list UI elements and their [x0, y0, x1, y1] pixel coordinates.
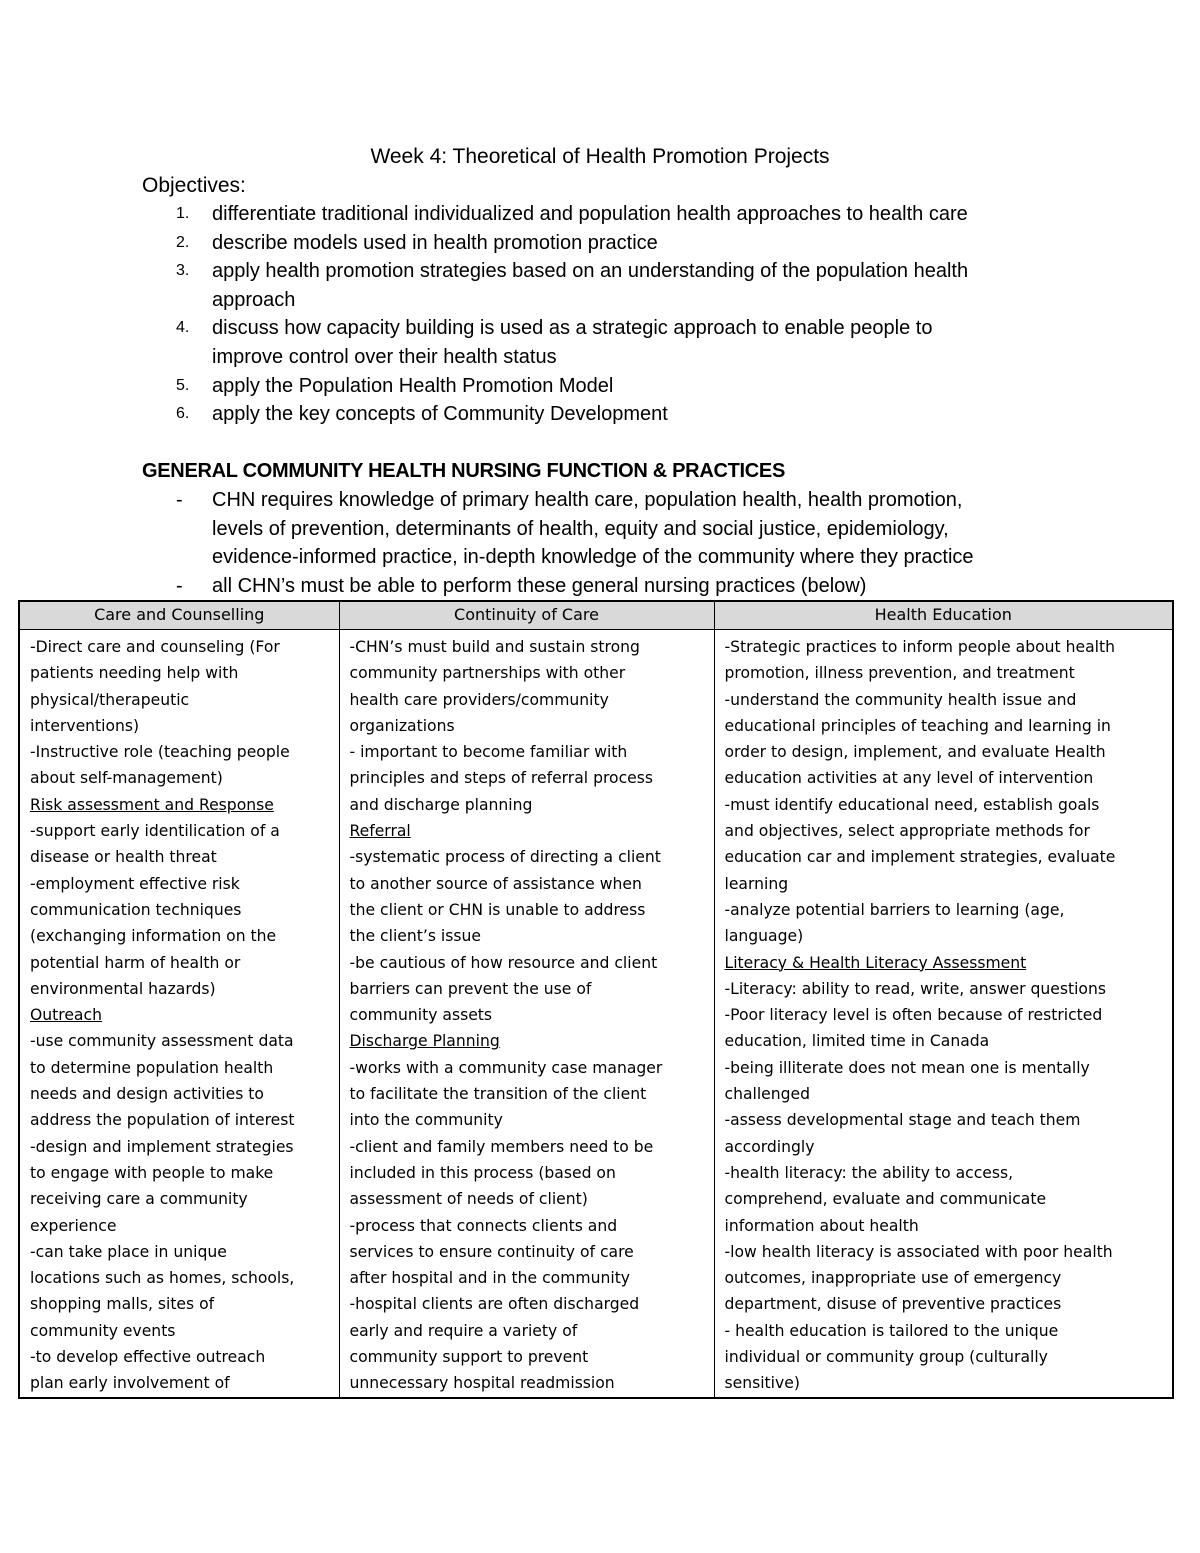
cell-line: experience: [30, 1216, 117, 1235]
cell-line: -being illiterate does not mean one is mentally: [724, 1058, 1090, 1077]
objective-number: 6.: [176, 405, 190, 423]
objective-item: [172, 229, 1102, 258]
cell-line: disease or health threat: [30, 848, 217, 867]
objectives-list: [172, 200, 1102, 429]
objective-number: 5.: [176, 376, 190, 394]
objective-item: [172, 257, 1102, 314]
cell-line: address the population of interest: [30, 1111, 295, 1130]
cell-line: -must identify educational need, establish goals: [724, 795, 1100, 814]
cell-line: -Poor literacy level is often because of restricted: [724, 1006, 1103, 1025]
objective-text: approach: [212, 288, 296, 311]
cell-line: -process that connects clients and: [349, 1216, 618, 1235]
cell-line: after hospital and in the community: [349, 1269, 631, 1288]
cell-line: -to develop effective outreach: [30, 1348, 266, 1367]
objective-text: apply the key concepts of Community Development: [212, 403, 668, 426]
cell-line: -Instructive role (teaching people: [30, 743, 290, 762]
objective-text: apply health promotion strategies based on an understanding of the population health: [212, 260, 969, 283]
cell-line: community assets: [349, 1006, 493, 1025]
objective-item: [172, 372, 1102, 401]
cell-line: plan early involvement of: [30, 1374, 230, 1393]
cell-line: -systematic process of directing a client: [349, 848, 661, 867]
cell-line: -analyze potential barriers to learning (age,: [724, 900, 1065, 919]
cell-line: services to ensure continuity of care: [349, 1242, 634, 1261]
objective-number: 4.: [176, 319, 190, 337]
cell-subheading: Outreach: [30, 1006, 102, 1025]
cell-line: and discharge planning: [349, 795, 533, 814]
cell-line: -CHN’s must build and sustain strong: [349, 638, 640, 656]
cell-line: potential harm of health or: [30, 953, 241, 972]
bullet-item: [172, 572, 1102, 601]
cell-line: about self-management): [30, 769, 223, 788]
cell-line: education, limited time in Canada: [724, 1032, 990, 1051]
cell-line: order to design, implement, and evaluate Health: [724, 743, 1106, 762]
cell-line: (exchanging information on the: [30, 927, 277, 946]
cell-line: - important to become familiar with: [349, 743, 628, 762]
cell-continuity-of-care: [339, 630, 714, 1398]
cell-line: early and require a variety of: [349, 1321, 578, 1340]
page-title: Week 4: Theoretical of Health Promotion Projects: [370, 145, 830, 168]
cell-line: -support early identilication of a: [30, 822, 280, 841]
cell-line: the client’s issue: [349, 927, 481, 946]
cell-line: -assess developmental stage and teach them: [724, 1111, 1081, 1130]
cell-line: -Literacy: ability to read, write, answer questions: [724, 979, 1106, 998]
objective-text: apply the Population Health Promotion Model: [212, 374, 614, 397]
cell-subheading: Literacy & Health Literacy Assessment: [724, 953, 1027, 972]
cell-line: education activities at any level of intervention: [724, 769, 1094, 788]
cell-line: community support to prevent: [349, 1348, 589, 1367]
cell-subheading: Risk assessment and Response: [30, 795, 274, 814]
cell-line: community partnerships with other: [349, 664, 626, 683]
cell-line: -be cautious of how resource and client: [349, 953, 658, 972]
bullet-item: [172, 486, 1102, 572]
header-care-and-counselling: Care and Counselling: [19, 601, 339, 630]
cell-health-education: [714, 630, 1173, 1398]
objective-text: describe models used in health promotion practice: [212, 231, 658, 254]
objective-number: 3.: [176, 262, 190, 280]
objective-item: [172, 200, 1102, 229]
objectives-heading: Objectives:: [142, 174, 246, 197]
bullet-text: evidence-informed practice, in-depth knowledge of the community where they practice: [212, 546, 974, 569]
cell-line: educational principles of teaching and learning in: [724, 716, 1111, 735]
cell-line: health care providers/community: [349, 690, 609, 709]
cell-line: organizations: [349, 716, 455, 735]
cell-line: barriers can prevent the use of: [349, 979, 592, 998]
cell-line: into the community: [349, 1111, 503, 1130]
cell-line: - health education is tailored to the unique: [724, 1321, 1059, 1340]
cell-line: -hospital clients are often discharged: [349, 1295, 640, 1314]
cell-line: individual or community group (culturally: [724, 1348, 1048, 1367]
objective-number: 1.: [176, 205, 190, 222]
cell-line: education car and implement strategies, evaluate: [724, 848, 1116, 867]
cell-line: locations such as homes, schools,: [30, 1269, 295, 1288]
cell-line: community events: [30, 1321, 176, 1340]
cell-line: to determine population health: [30, 1058, 274, 1077]
cell-line: -Strategic practices to inform people about health: [724, 638, 1115, 656]
cell-line: to another source of assistance when: [349, 874, 642, 893]
cell-line: department, disuse of preventive practices: [724, 1295, 1062, 1314]
cell-line: -use community assessment data: [30, 1032, 294, 1051]
cell-line: -client and family members need to be: [349, 1137, 654, 1156]
cell-line: assessment of needs of client): [349, 1190, 588, 1209]
cell-line: -health literacy: the ability to access,: [724, 1163, 1014, 1182]
cell-subheading: Discharge Planning: [349, 1032, 500, 1051]
cell-line: to facilitate the transition of the client: [349, 1085, 647, 1104]
cell-line: interventions): [30, 716, 140, 735]
cell-line: information about health: [724, 1216, 919, 1235]
cell-line: learning: [724, 874, 789, 893]
table-header-row: [19, 601, 1173, 630]
cell-line: -design and implement strategies: [30, 1137, 294, 1156]
cell-line: shopping malls, sites of: [30, 1295, 215, 1314]
cell-line: -works with a community case manager: [349, 1058, 663, 1077]
cell-line: communication techniques: [30, 900, 242, 919]
cell-line: physical/therapeutic: [30, 690, 190, 709]
cell-care-and-counselling: [19, 630, 339, 1398]
cell-line: -understand the community health issue and: [724, 690, 1077, 709]
cell-line: sensitive): [724, 1374, 800, 1393]
header-health-education: Health Education: [714, 601, 1173, 630]
bullet-marker: -: [176, 574, 183, 597]
cell-line: included in this process (based on: [349, 1163, 616, 1182]
cell-line: outcomes, inappropriate use of emergency: [724, 1269, 1062, 1288]
cell-line: unnecessary hospital readmission: [349, 1374, 615, 1393]
cell-line: -low health literacy is associated with poor health: [724, 1242, 1113, 1261]
bullet-list: [172, 486, 1102, 600]
bullet-text: levels of prevention, determinants of health, equity and social justice, epidemiology,: [212, 517, 949, 540]
cell-line: needs and design activities to: [30, 1085, 264, 1104]
cell-line: to engage with people to make: [30, 1163, 274, 1182]
bullet-text: all CHN’s must be able to perform these general nursing practices (below): [212, 574, 867, 597]
cell-line: receiving care a community: [30, 1190, 248, 1209]
cell-line: the client or CHN is unable to address: [349, 900, 646, 919]
objective-text: differentiate traditional individualized and population health approaches to health care: [212, 203, 968, 225]
cell-line: principles and steps of referral process: [349, 769, 653, 788]
practices-table: [18, 600, 1174, 1399]
cell-line: -Direct care and counseling (For: [30, 638, 280, 656]
bullet-marker: -: [176, 489, 183, 511]
cell-line: accordingly: [724, 1137, 815, 1156]
section-heading: GENERAL COMMUNITY HEALTH NURSING FUNCTION & PRACTICES: [142, 460, 785, 482]
table-row: [19, 630, 1173, 1398]
cell-line: -can take place in unique: [30, 1242, 227, 1261]
objective-text: discuss how capacity building is used as a strategic approach to enable people to: [212, 317, 933, 340]
objective-item: [172, 400, 1102, 429]
cell-line: -employment effective risk: [30, 874, 240, 893]
cell-line: comprehend, evaluate and communicate: [724, 1190, 1047, 1209]
cell-line: challenged: [724, 1085, 811, 1104]
cell-line: promotion, illness prevention, and treatment: [724, 664, 1075, 683]
objective-number: 2.: [176, 233, 190, 251]
cell-subheading: Referral: [349, 822, 411, 841]
header-continuity-of-care: Continuity of Care: [339, 601, 714, 630]
cell-line: patients needing help with: [30, 664, 239, 683]
objective-text: improve control over their health status: [212, 345, 557, 368]
bullet-text: CHN requires knowledge of primary health care, population health, health promotion,: [212, 489, 963, 511]
objective-item: [172, 314, 1102, 371]
cell-line: language): [724, 927, 804, 946]
cell-line: and objectives, select appropriate methods for: [724, 822, 1090, 841]
cell-line: environmental hazards): [30, 979, 216, 998]
